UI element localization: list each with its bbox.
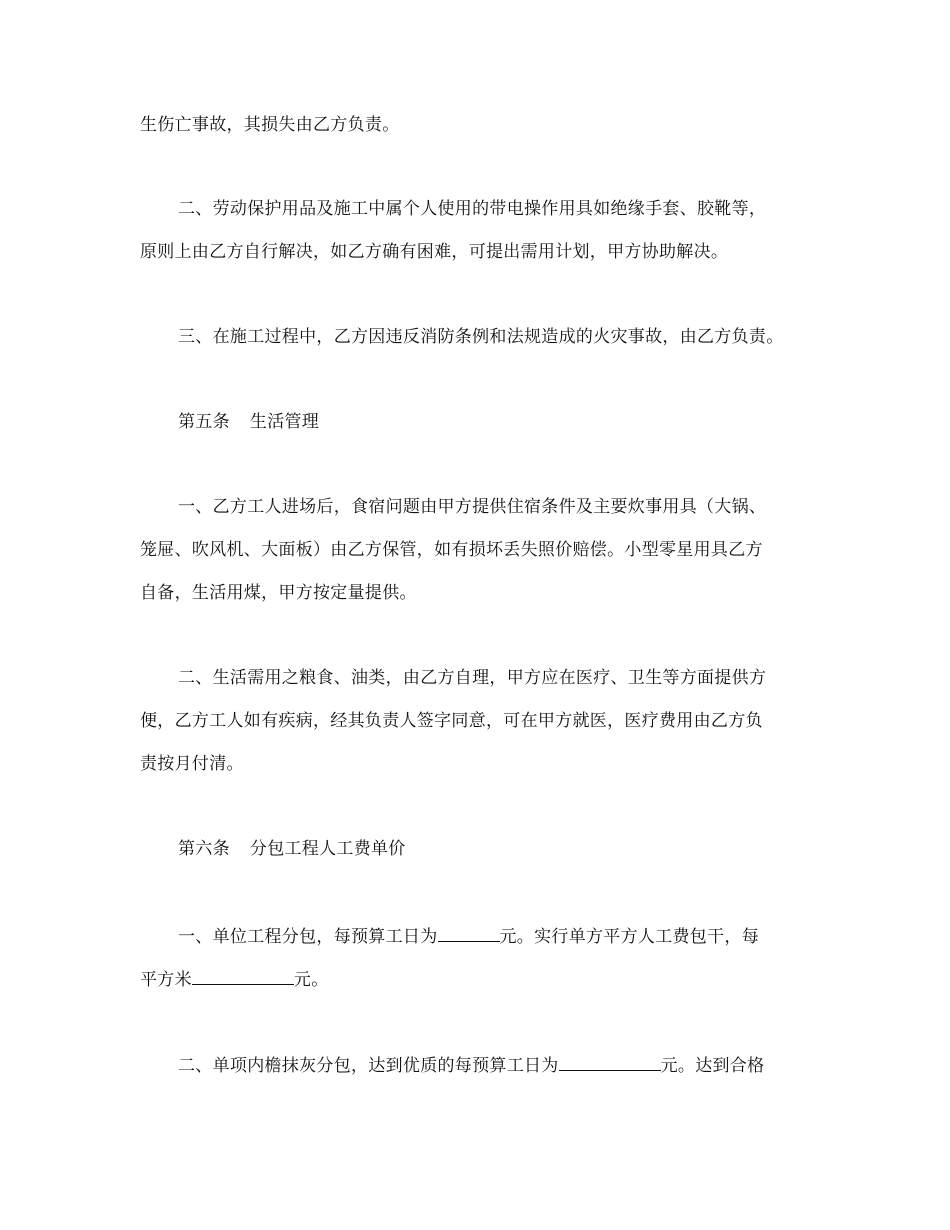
fill-in-blank[interactable] — [559, 1054, 661, 1071]
article-heading — [178, 839, 406, 859]
paragraph-line: 二、生活需用之粮食、油类，由乙方自理，甲方应在医疗、卫生等方面提供方 — [178, 668, 767, 688]
fill-in-blank[interactable] — [192, 968, 294, 985]
article-number: 第六条 — [178, 839, 230, 859]
paragraph-line: 一、单位工程分包，每预算工日为 元。实行单方平方人工费包干，每 — [178, 927, 759, 947]
article-title: 生活管理 — [249, 412, 320, 432]
paragraph-line: 平方米 元。 — [140, 970, 329, 990]
paragraph-line: 生伤亡事故，其损失由乙方负责。 — [140, 115, 400, 135]
fill-in-blank[interactable] — [438, 925, 500, 942]
paragraph-line: 便，乙方工人如有疾病，经其负责人签字同意，可在甲方就医，医疗费用由乙方负 — [140, 711, 763, 731]
paragraph-line: 自备，生活用煤，甲方按定量提供。 — [140, 583, 417, 603]
paragraph-line: 二、劳动保护用品及施工中属个人使用的带电操作用具如绝缘手套、胶靴等， — [178, 199, 767, 219]
article-number: 第五条 — [178, 412, 230, 432]
paragraph-line: 责按月付清。 — [140, 754, 244, 774]
paragraph-line: 三、在施工过程中，乙方因违反消防条例和法规造成的火灾事故，由乙方负责。 — [178, 327, 784, 347]
article-title: 分包工程人工费单价 — [249, 839, 406, 859]
paragraph-line: 原则上由乙方自行解决，如乙方确有困难，可提出需用计划，甲方协助解决。 — [140, 242, 729, 262]
article-heading — [178, 412, 319, 432]
paragraph-line: 二、单项内檐抹灰分包，达到优质的每预算工日为 元。达到合格 — [178, 1056, 765, 1076]
paragraph-line: 一、乙方工人进场后，食宿问题由甲方提供住宿条件及主要炊事用具（大锅、 — [178, 497, 767, 517]
paragraph-line: 笼屉、吹风机、大面板）由乙方保管，如有损坏丢失照价赔偿。小型零星用具乙方 — [140, 540, 763, 560]
